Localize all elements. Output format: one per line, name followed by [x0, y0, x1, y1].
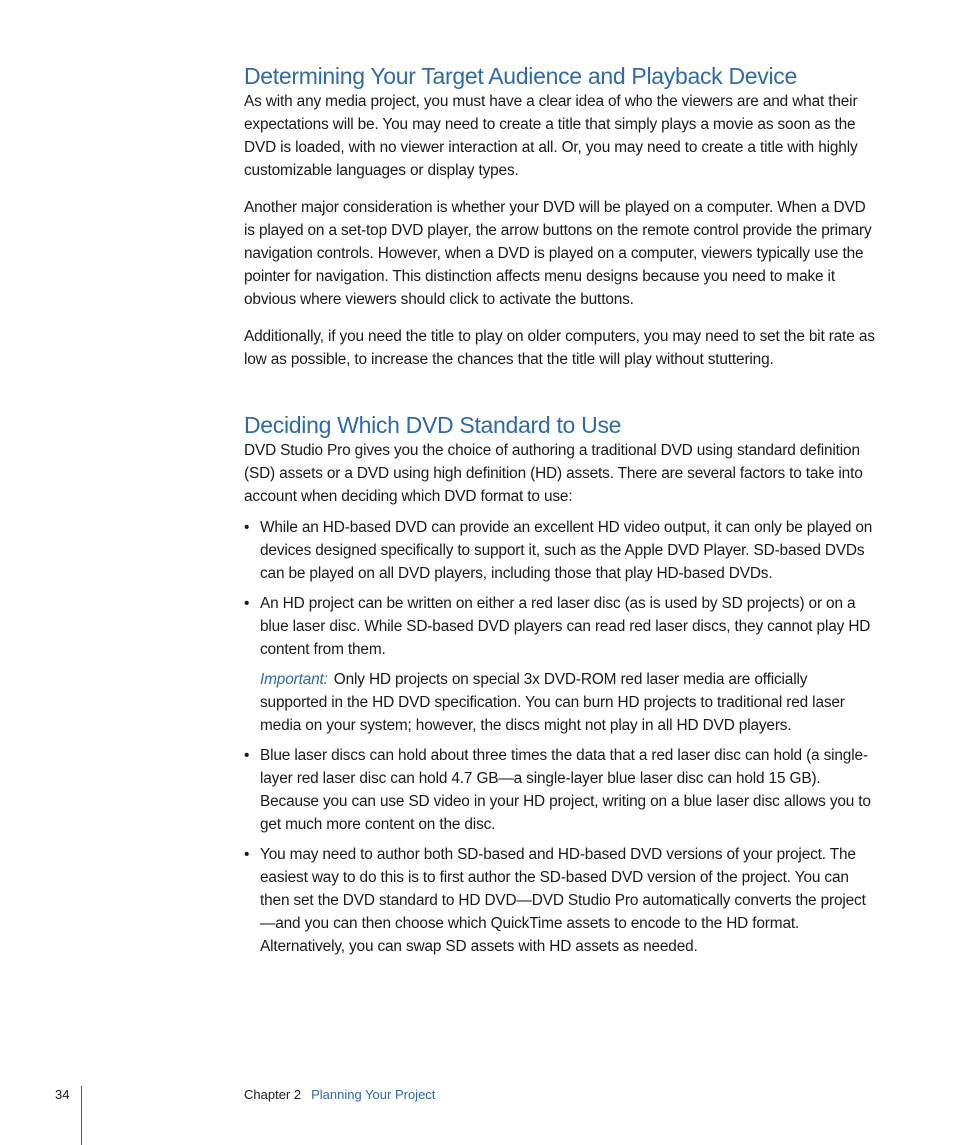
list-item-text: You may need to author both SD-based and HD-based DVD versions of your project. The easiest way to do this is to first author the SD-based DVD version of the project. You can then set the DVD standard to HD DVD—DVD Studio Pro automatically converts the project—and you can then choose which QuickTime assets to encode to the HD format. Alternatively, you can swap SD assets with HD assets as needed.: [260, 846, 866, 955]
bullet-list: [244, 516, 876, 958]
list-item: [244, 516, 876, 585]
paragraph: DVD Studio Pro gives you the choice of authoring a traditional DVD using standard definition (SD) assets or a DVD using high definition (HD) assets. There are several factors to take into account when deciding which DVD format to use:: [244, 442, 863, 505]
list-item-text: While an HD-based DVD can provide an excellent HD video output, it can only be played on devices designed specifically to support it, such as the Apple DVD Player. SD-based DVDs can be played on all DVD players, including those that play HD-based DVDs.: [260, 519, 873, 582]
list-item-text: An HD project can be written on either a red laser disc (as is used by SD projects) or on a blue laser disc. While SD-based DVD players can read red laser discs, they cannot play HD content from them.: [260, 595, 871, 658]
bullet-icon: •: [244, 595, 250, 612]
paragraph: Another major consideration is whether your DVD will be played on a computer. When a DVD is played on a set-top DVD player, the arrow buttons on the remote control provide the primary navigation controls. However, when a DVD is played on a computer, viewers typically use the pointer for navigation. This distinction affects menu designs because you need to make it obvious where viewers should click to activate the buttons.: [244, 199, 872, 308]
list-item: [244, 592, 876, 737]
list-item: [244, 843, 876, 958]
important-label: Important:: [260, 671, 328, 688]
chapter-label: Chapter 2: [244, 1087, 302, 1102]
list-item: [244, 744, 876, 836]
paragraph: Additionally, if you need the title to play on older computers, you may need to set the bit rate as low as possible, to increase the chances that the title will play without stuttering.: [244, 328, 875, 368]
section-heading-target-audience: Determining Your Target Audience and Playback Device: [244, 63, 797, 89]
bullet-icon: •: [244, 846, 250, 863]
list-item-text: Blue laser discs can hold about three times the data that a red laser disc can hold (a single-layer red laser disc can hold 4.7 GB—a single-layer blue laser disc can hold 15 GB). Because you can use SD video in your HD project, writing on a blue laser disc allows you to get much more content on the disc.: [260, 747, 871, 833]
page-content: [244, 62, 876, 965]
important-text: Only HD projects on special 3x DVD-ROM red laser media are officially supported in the HD DVD specification. You can burn HD projects to traditional red laser media on your system; however, the discs might not play in all HD DVD players.: [260, 671, 845, 734]
important-note: [260, 668, 876, 737]
footer-divider: [81, 1086, 82, 1145]
footer-chapter: [244, 1087, 435, 1103]
section-heading-dvd-standard: Deciding Which DVD Standard to Use: [244, 412, 622, 438]
bullet-icon: •: [244, 747, 250, 764]
paragraph: As with any media project, you must have a clear idea of who the viewers are and what their expectations will be. You may need to create a title that simply plays a movie as soon as the DVD is loaded, with no viewer interaction at all. Or, you may need to create a title with highly customizable languages or display types.: [244, 93, 858, 179]
page-number: 34: [55, 1087, 70, 1102]
chapter-title: Planning Your Project: [311, 1087, 436, 1102]
bullet-icon: •: [244, 519, 250, 536]
